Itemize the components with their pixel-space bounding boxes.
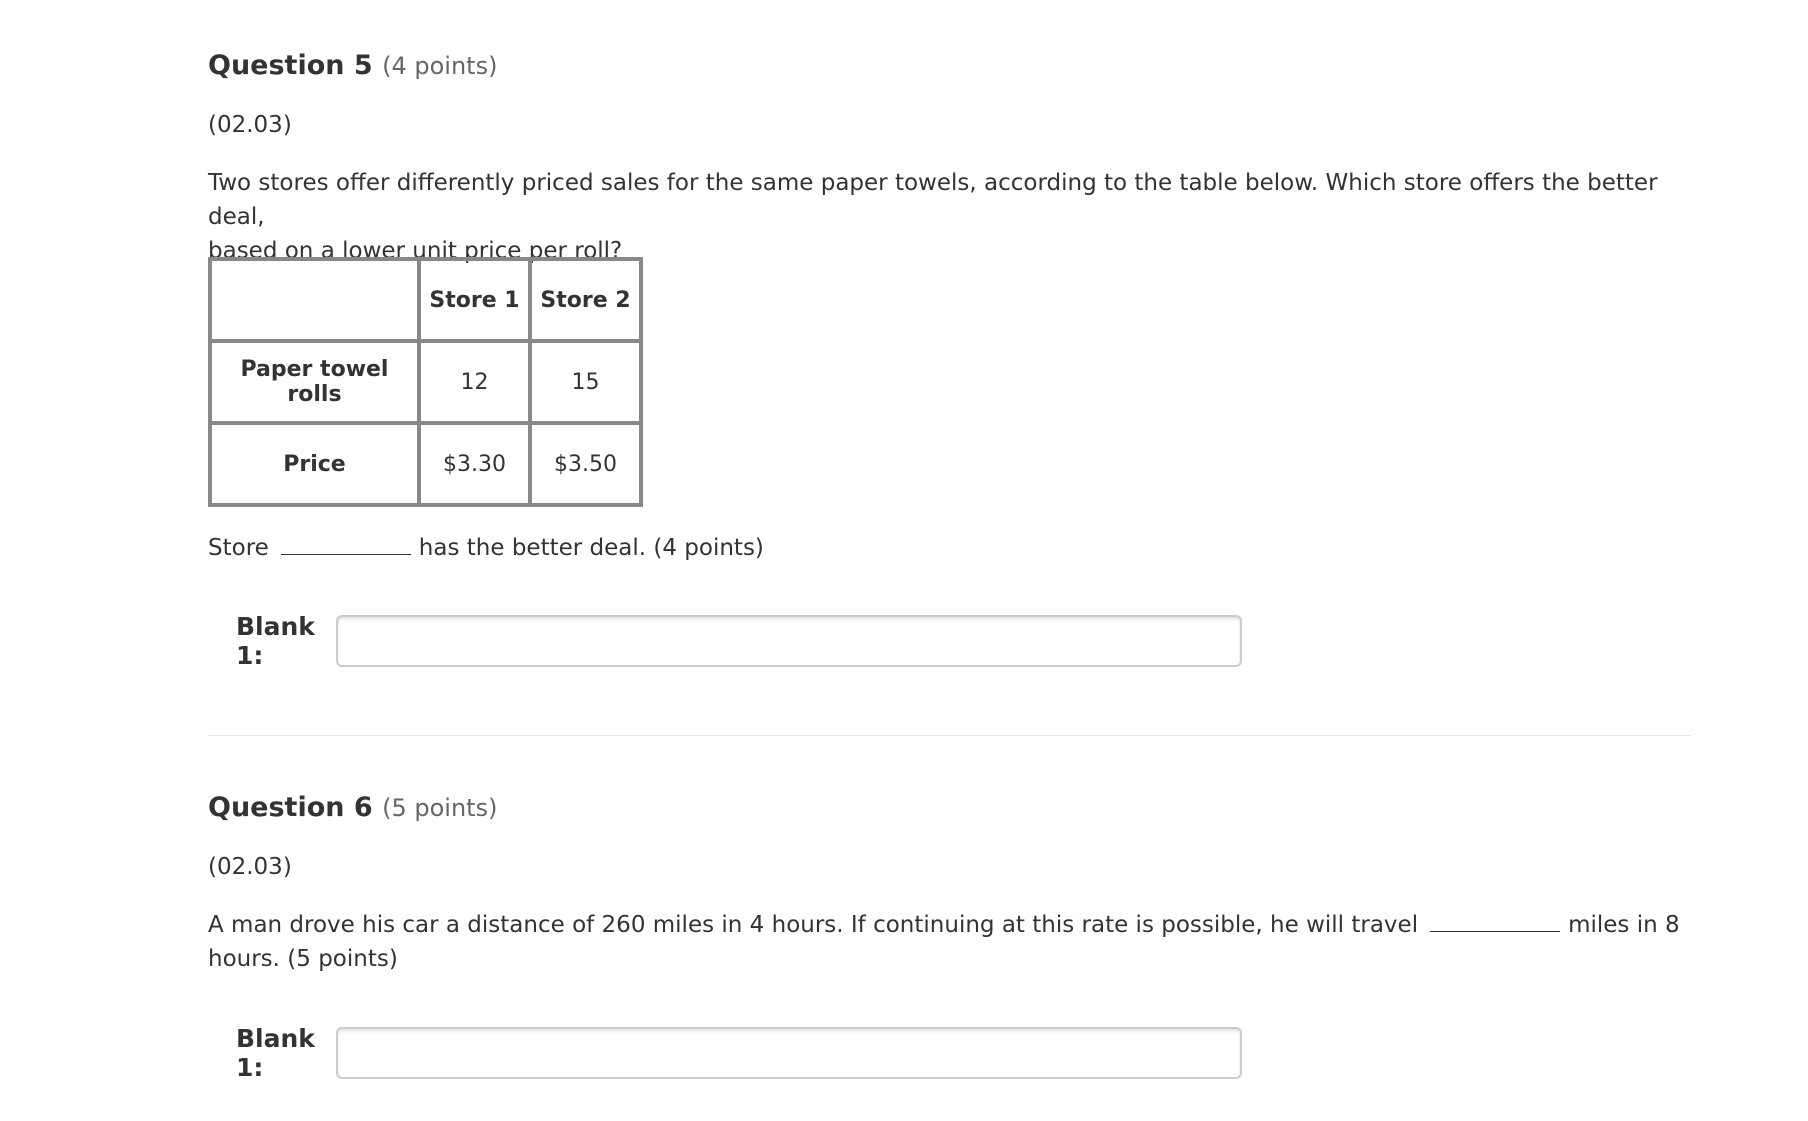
table-header-row: [210, 259, 641, 341]
blank-1-label: Blank 1:: [236, 612, 315, 670]
fill-in-blank-line: [1430, 909, 1560, 932]
prompt-before: A man drove his car a distance of 260 miles in 4 hours. If continuing at this rate is possible, he will travel: [208, 912, 1419, 938]
table-row: [210, 341, 641, 423]
question-5-heading: [208, 50, 497, 81]
question-6-blank-1-input[interactable]: [336, 1027, 1242, 1079]
blank-1-label: Blank 1:: [236, 1024, 315, 1082]
question-5-points: (4 points): [382, 52, 498, 80]
table-header-cell: Store 1: [419, 259, 530, 341]
table-row: [210, 423, 641, 505]
question-6-prompt: [208, 908, 1708, 976]
table-row-label: Price: [210, 423, 419, 505]
question-5-prompt-line1: Two stores offer differently priced sales for the same paper towels, according to the table below. Which store offers the better deal,: [208, 170, 1658, 230]
question-5-answer-sentence: [208, 532, 764, 561]
question-5-blank-1-input[interactable]: [336, 615, 1242, 667]
question-6-title: Question 6: [208, 792, 373, 823]
sentence-after: has the better deal. (4 points): [418, 535, 764, 561]
question-5-prompt: [208, 166, 1708, 268]
question-divider: [208, 735, 1691, 736]
fill-in-blank-line: [281, 532, 411, 555]
question-6-code: (02.03): [208, 854, 292, 880]
question-6-blank-row: [236, 1024, 1242, 1082]
table-header-cell: [210, 259, 419, 341]
table-header-cell: Store 2: [530, 259, 641, 341]
table-cell: $3.30: [419, 423, 530, 505]
sentence-before: Store: [208, 535, 269, 561]
question-6-heading: [208, 792, 497, 823]
question-6-prompt-line2: hours. (5 points): [208, 946, 398, 972]
table-row-label: Paper towel rolls: [210, 341, 419, 423]
question-5-blank-row: [236, 612, 1242, 670]
table-cell: $3.50: [530, 423, 641, 505]
question-5-prompt-line2: based on a lower unit price per roll?: [208, 238, 623, 264]
price-table: [208, 257, 643, 507]
table-cell: 12: [419, 341, 530, 423]
prompt-after: miles in 8: [1568, 912, 1680, 938]
table-cell: 15: [530, 341, 641, 423]
question-5-title: Question 5: [208, 50, 373, 81]
question-6-points: (5 points): [382, 794, 498, 822]
question-6-prompt-line1: [208, 908, 1708, 942]
question-5-code: (02.03): [208, 112, 292, 138]
